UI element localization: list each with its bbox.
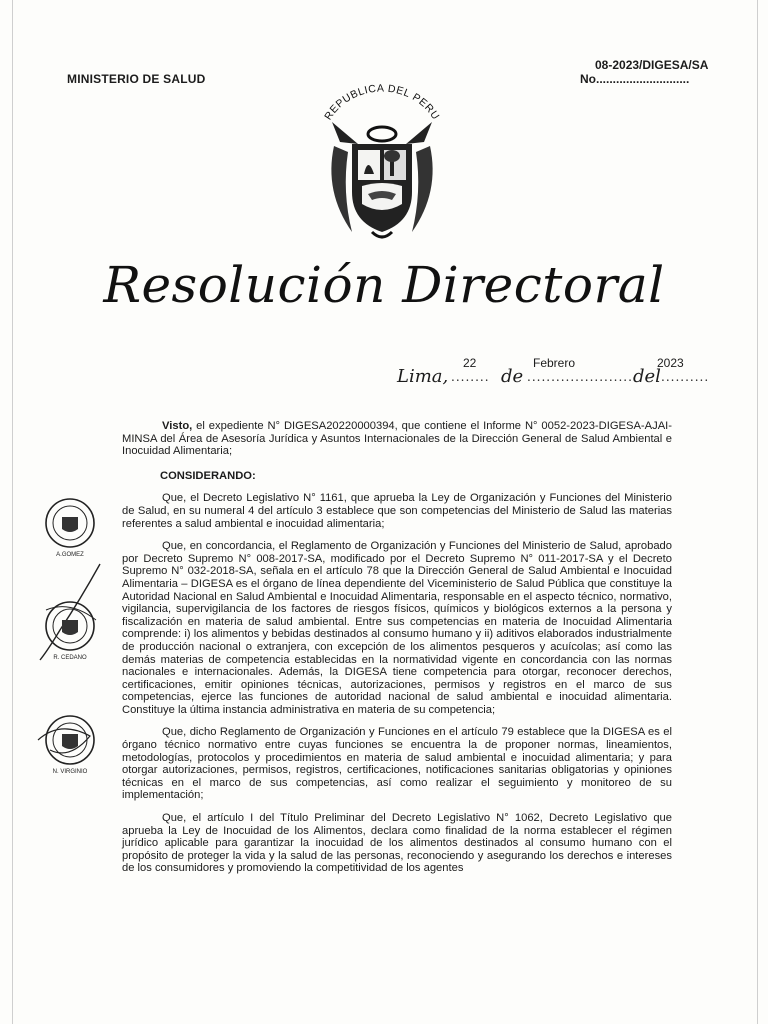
document-title: Resolución Directoral: [103, 256, 665, 314]
year-dots: ..........: [661, 370, 710, 384]
month-dots: ......................: [527, 370, 633, 384]
date-month: Febrero: [533, 356, 576, 370]
ministry-name: MINISTERIO DE SALUD: [67, 72, 206, 86]
visto-label: Visto,: [162, 420, 193, 432]
considerando-paragraph: Que, el Decreto Legislativo N° 1161, que aprueba la Ley de Organización y Funciones del Ministerio de Salud, en su numeral 4 del artículo 3 establece que son competencias del Ministerio de Salud las materias referentes a salud ambiental e inocuidad alimentaria;: [122, 492, 672, 530]
considerando-paragraph: Que, el artículo I del Título Preliminar del Decreto Legislativo N° 1062, Decreto Legislativo que aprueba la Ley de Inocuidad de los Alimentos, declara como finalidad de la norma establecer el régimen jurídico aplicable para garantizar la inocuidad de los alimentos destinados al consumo humano con el propósito de proteger la vida y la salud de las personas, reconociendo y asegurando los derechos e intereses de los consumidores y promoviendo la competitividad de los agentes: [122, 812, 672, 875]
peru-coat-of-arms-icon: [312, 82, 452, 252]
resolution-number: 08-2023/DIGESA/SA: [595, 58, 709, 72]
visto-bueno-stamp-icon: [42, 495, 100, 559]
number-label: No............................: [580, 72, 690, 86]
seal-arc-text: REPUBLICA DEL PERU: [322, 82, 442, 123]
stamp-caption: N. VIRGINIO: [52, 769, 88, 775]
visto-text: el expediente N° DIGESA20220000394, que contiene el Informe N° 0052-2023-DIGESA-AJAI-MINSA del Área de Asesoría Jurídica y Asuntos Internacionales de la Dirección General de Salud Ambiental e Inocuidad Alimentaria;: [122, 420, 672, 458]
considerando-paragraph: Que, en concordancia, el Reglamento de Organización y Funciones del Ministerio de Salud, aprobado por Decreto Supremo N° 008-2017-SA, modificado por el Decreto Supremo N° 011-2017-SA y el Decreto Supremo N° 032-2018-SA, señala en el artículo 78 que la Dirección General de Salud Ambiental e Inocuidad Alimentaria – DIGESA es el órgano de línea dependiente del Viceministerio de Salud Pública que constituye la Autoridad Nacional en Salud Ambiental e Inocuidad Alimentaria, responsable en el aspecto técnico, normativo, vigilancia, supervigilancia de los factores de riesgos físicos, químicos y biológicos externos a la persona y fiscalización en materia de salud ambiental. Entre sus competencias en materia de Inocuidad Alimentaria comprende: i) los alimentos y bebidas destinados al consumo humano y ii) aditivos elaborados industrialmente de producción nacional o extranjera, con excepción de los alimentos pesqueros y acuícolas; así como las demás materias de competencia establecidas en la normatividad vigente en concordancia con las normas nacionales e internacionales. Además, la DIGESA tiene competencia para otorgar, reconocer derechos, certificaciones, emitir opiniones técnicas, autorizaciones, permisos y registros en el marco de sus competencias, ejerce las funciones de autoridad nacional de salud ambiental e inocuidad alimentaria. Constituye la última instancia administrativa en materia de su competencia;: [122, 540, 672, 716]
city-label: Lima,: [397, 366, 449, 387]
date-year: 2023: [657, 356, 684, 370]
considerando-paragraph: Que, dicho Reglamento de Organización y Funciones en el artículo 79 establece que la DIGESA es el órgano técnico normativo entre cuyas funciones se encuentra la de proponer normas, lineamientos, metodologías, protocolos y procedimientos en materia de salud ambiental e inocuidad alimentaria; y para otorgar autorizaciones, permisos, registros, certificaciones, notificaciones sanitarias obligatorias y opiniones técnicas en el marco de sus competencias, así como realizar el seguimiento y monitoreo de su implementación;: [122, 726, 672, 802]
visto-bueno-stamp-icon: [42, 598, 100, 662]
del-label: del: [633, 366, 661, 387]
de-label: de: [501, 366, 524, 387]
date-day: 22: [463, 356, 477, 370]
resolution-body: [122, 420, 672, 885]
stamp-caption: R. CEDANO: [53, 655, 87, 661]
dateline: [395, 356, 715, 392]
considerando-heading: CONSIDERANDO:: [160, 469, 256, 482]
day-dots: ........: [451, 370, 490, 384]
svg-text:REPUBLICA DEL PERU: [322, 82, 441, 122]
signature-mark: [30, 700, 110, 780]
visto-paragraph: [122, 420, 672, 458]
resolution-number-block: [580, 58, 730, 86]
stamp-caption: A.GOMEZ: [56, 552, 84, 558]
